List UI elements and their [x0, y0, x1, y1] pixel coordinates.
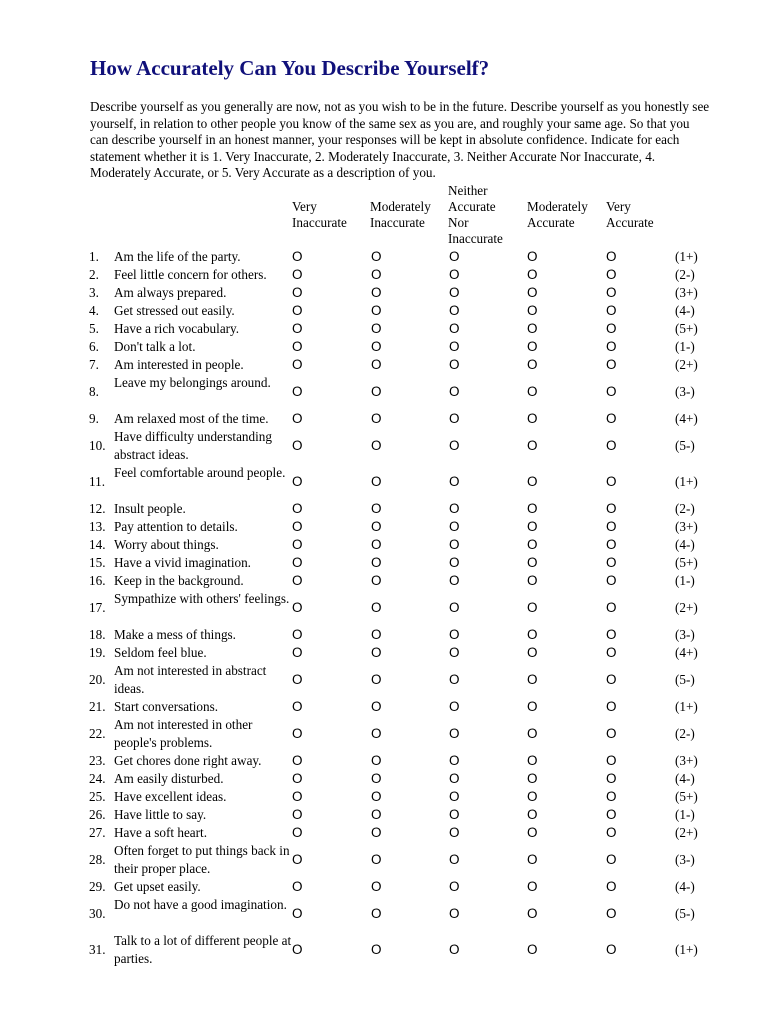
response-option-5[interactable]: O — [606, 852, 617, 867]
response-option-5[interactable]: O — [606, 357, 617, 372]
response-option-2[interactable]: O — [371, 267, 382, 282]
item-row — [0, 788, 768, 806]
response-option-2[interactable]: O — [371, 771, 382, 786]
item-statement: Have little to say. — [114, 807, 207, 822]
response-option-4[interactable]: O — [527, 771, 538, 786]
response-option-3[interactable]: O — [449, 906, 460, 921]
scoring-key: (3-) — [675, 627, 695, 642]
response-option-4[interactable]: O — [527, 726, 538, 741]
response-option-5[interactable]: O — [606, 303, 617, 318]
response-option-5[interactable]: O — [606, 321, 617, 336]
item-statement: Am always prepared. — [114, 285, 227, 300]
response-option-2[interactable]: O — [371, 285, 382, 300]
item-statement: Insult people. — [114, 501, 186, 516]
response-option-1[interactable]: O — [292, 789, 303, 804]
column-header — [606, 199, 654, 231]
response-option-2[interactable]: O — [371, 807, 382, 822]
response-option-2[interactable]: O — [371, 519, 382, 534]
response-option-1[interactable]: O — [292, 753, 303, 768]
response-option-2[interactable]: O — [371, 852, 382, 867]
response-option-3[interactable]: O — [449, 627, 460, 642]
response-option-4[interactable]: O — [527, 303, 538, 318]
item-number: 12. — [89, 501, 106, 516]
item-number: 25. — [89, 789, 106, 804]
column-header-line: Nor — [448, 215, 469, 230]
item-number: 14. — [89, 537, 106, 552]
item-statement: Talk to a lot of different people at parties. — [114, 933, 292, 966]
item-row — [0, 410, 768, 428]
response-option-4[interactable]: O — [527, 384, 538, 399]
item-number: 19. — [89, 645, 106, 660]
item-row — [0, 536, 768, 554]
response-option-5[interactable]: O — [606, 879, 617, 894]
scoring-key: (4-) — [675, 879, 695, 894]
column-header-line: Accurate — [527, 215, 575, 230]
item-row — [0, 590, 768, 626]
item-row — [0, 320, 768, 338]
column-header — [292, 199, 347, 231]
response-option-4[interactable]: O — [527, 645, 538, 660]
item-statement: Keep in the background. — [114, 573, 244, 588]
response-option-3[interactable]: O — [449, 411, 460, 426]
scoring-key: (1+) — [675, 699, 698, 714]
response-option-5[interactable]: O — [606, 555, 617, 570]
response-option-5[interactable]: O — [606, 438, 617, 453]
response-option-3[interactable]: O — [449, 438, 460, 453]
scoring-key: (5-) — [675, 906, 695, 921]
item-row — [0, 824, 768, 842]
column-header-line: Very — [292, 199, 317, 214]
response-option-3[interactable]: O — [449, 852, 460, 867]
item-number: 3. — [89, 285, 99, 300]
response-option-5[interactable]: O — [606, 771, 617, 786]
response-option-3[interactable]: O — [449, 303, 460, 318]
response-option-5[interactable]: O — [606, 384, 617, 399]
item-statement: Have excellent ideas. — [114, 789, 227, 804]
item-number: 5. — [89, 321, 99, 336]
column-header-line: Moderately — [527, 199, 588, 214]
response-option-2[interactable]: O — [371, 537, 382, 552]
response-option-5[interactable]: O — [606, 474, 617, 489]
item-row — [0, 428, 768, 464]
item-statement: Leave my belongings around. — [114, 375, 271, 390]
item-statement: Sympathize with others' feelings. — [114, 591, 290, 606]
response-option-4[interactable]: O — [527, 573, 538, 588]
scoring-key: (1+) — [675, 249, 698, 264]
response-option-2[interactable]: O — [371, 438, 382, 453]
response-option-3[interactable]: O — [449, 879, 460, 894]
item-statement: Make a mess of things. — [114, 627, 236, 642]
item-number: 28. — [89, 852, 106, 867]
item-row — [0, 896, 768, 932]
response-option-4[interactable]: O — [527, 519, 538, 534]
item-statement: Start conversations. — [114, 699, 219, 714]
item-statement: Do not have a good imagination. — [114, 897, 287, 912]
instructions: Describe yourself as you generally are now, not as you wish to be in the future. Describe yourself as you honestly see yourself, in relation to other people you know of the same sex as you are, and roughly your same age. So that you can describe yourself in an honest manner, your responses will be kept in absolute confidence. Indicate for each statement whether it is 1. Very Inaccurate, 2. Moderately Inaccurate, 3. Neither Accurate Nor Inaccurate, 4. Moderately Accurate, or 5. Very Accurate as a description of you. — [90, 99, 710, 181]
response-option-4[interactable]: O — [527, 807, 538, 822]
item-number: 15. — [89, 555, 106, 570]
response-option-2[interactable]: O — [371, 699, 382, 714]
column-header-line: Accurate — [448, 199, 496, 214]
item-row — [0, 806, 768, 824]
column-header-line: Inaccurate — [292, 215, 347, 230]
item-number: 21. — [89, 699, 106, 714]
response-option-5[interactable]: O — [606, 942, 617, 957]
response-option-5[interactable]: O — [606, 906, 617, 921]
response-option-2[interactable]: O — [371, 555, 382, 570]
response-option-2[interactable]: O — [371, 384, 382, 399]
item-row — [0, 626, 768, 644]
column-header-line: Inaccurate — [448, 231, 503, 246]
response-option-3[interactable]: O — [449, 699, 460, 714]
response-option-1[interactable]: O — [292, 942, 303, 957]
item-row — [0, 842, 768, 878]
item-statement: Seldom feel blue. — [114, 645, 207, 660]
response-option-1[interactable]: O — [292, 321, 303, 336]
scoring-key: (3-) — [675, 384, 695, 399]
item-number: 26. — [89, 807, 106, 822]
response-option-5[interactable]: O — [606, 807, 617, 822]
response-option-4[interactable]: O — [527, 339, 538, 354]
item-row — [0, 662, 768, 698]
response-option-3[interactable]: O — [449, 726, 460, 741]
response-option-3[interactable]: O — [449, 537, 460, 552]
response-option-1[interactable]: O — [292, 474, 303, 489]
response-option-1[interactable]: O — [292, 438, 303, 453]
scoring-key: (3+) — [675, 753, 698, 768]
response-option-3[interactable]: O — [449, 474, 460, 489]
item-number: 20. — [89, 672, 106, 687]
item-statement: Am not interested in abstract ideas. — [114, 663, 267, 696]
response-option-5[interactable]: O — [606, 537, 617, 552]
item-number: 2. — [89, 267, 99, 282]
scoring-key: (4+) — [675, 645, 698, 660]
item-number: 16. — [89, 573, 106, 588]
scoring-key: (2-) — [675, 726, 695, 741]
item-row — [0, 752, 768, 770]
scoring-key: (4-) — [675, 303, 695, 318]
scoring-key: (4-) — [675, 537, 695, 552]
response-option-1[interactable]: O — [292, 726, 303, 741]
response-option-2[interactable]: O — [371, 672, 382, 687]
response-option-3[interactable]: O — [449, 807, 460, 822]
response-option-3[interactable]: O — [449, 339, 460, 354]
item-statement: Often forget to put things back in their proper place. — [114, 843, 290, 876]
response-option-3[interactable]: O — [449, 267, 460, 282]
response-option-1[interactable]: O — [292, 771, 303, 786]
response-option-1[interactable]: O — [292, 267, 303, 282]
response-option-1[interactable]: O — [292, 825, 303, 840]
response-option-4[interactable]: O — [527, 501, 538, 516]
item-row — [0, 554, 768, 572]
response-option-2[interactable]: O — [371, 501, 382, 516]
response-option-4[interactable]: O — [527, 699, 538, 714]
response-option-4[interactable]: O — [527, 474, 538, 489]
response-option-5[interactable]: O — [606, 789, 617, 804]
column-header — [448, 183, 503, 247]
column-header-line: Moderately — [370, 199, 431, 214]
item-statement: Am easily disturbed. — [114, 771, 224, 786]
response-option-3[interactable]: O — [449, 357, 460, 372]
response-option-4[interactable]: O — [527, 852, 538, 867]
scoring-key: (2-) — [675, 267, 695, 282]
response-option-5[interactable]: O — [606, 600, 617, 615]
response-option-2[interactable]: O — [371, 600, 382, 615]
response-option-3[interactable]: O — [449, 789, 460, 804]
item-row — [0, 284, 768, 302]
response-option-1[interactable]: O — [292, 285, 303, 300]
scoring-key: (5+) — [675, 555, 698, 570]
response-option-3[interactable]: O — [449, 519, 460, 534]
item-row — [0, 518, 768, 536]
item-row — [0, 302, 768, 320]
response-option-2[interactable]: O — [371, 753, 382, 768]
response-option-5[interactable]: O — [606, 285, 617, 300]
item-statement: Get upset easily. — [114, 879, 201, 894]
response-option-1[interactable]: O — [292, 672, 303, 687]
response-option-5[interactable]: O — [606, 411, 617, 426]
item-row — [0, 644, 768, 662]
item-number: 17. — [89, 600, 106, 615]
response-option-1[interactable]: O — [292, 384, 303, 399]
item-number: 13. — [89, 519, 106, 534]
response-option-2[interactable]: O — [371, 726, 382, 741]
item-number: 29. — [89, 879, 106, 894]
response-option-1[interactable]: O — [292, 879, 303, 894]
response-option-2[interactable]: O — [371, 789, 382, 804]
scoring-key: (2+) — [675, 357, 698, 372]
item-number: 4. — [89, 303, 99, 318]
item-number: 8. — [89, 384, 99, 399]
item-number: 22. — [89, 726, 106, 741]
scoring-key: (2-) — [675, 501, 695, 516]
response-option-1[interactable]: O — [292, 501, 303, 516]
response-option-3[interactable]: O — [449, 501, 460, 516]
response-option-4[interactable]: O — [527, 906, 538, 921]
item-row — [0, 248, 768, 266]
item-statement: Get chores done right away. — [114, 753, 262, 768]
item-row — [0, 374, 768, 410]
response-option-4[interactable]: O — [527, 789, 538, 804]
column-header-line: Inaccurate — [370, 215, 425, 230]
response-option-1[interactable]: O — [292, 339, 303, 354]
response-option-1[interactable]: O — [292, 303, 303, 318]
item-number: 27. — [89, 825, 106, 840]
item-statement: Don't talk a lot. — [114, 339, 196, 354]
response-option-1[interactable]: O — [292, 249, 303, 264]
response-option-5[interactable]: O — [606, 249, 617, 264]
scoring-key: (2+) — [675, 600, 698, 615]
response-option-3[interactable]: O — [449, 321, 460, 336]
response-option-1[interactable]: O — [292, 699, 303, 714]
scoring-key: (1+) — [675, 474, 698, 489]
item-number: 23. — [89, 753, 106, 768]
item-row — [0, 572, 768, 590]
item-statement: Get stressed out easily. — [114, 303, 235, 318]
response-option-5[interactable]: O — [606, 672, 617, 687]
response-option-3[interactable]: O — [449, 942, 460, 957]
scoring-key: (1-) — [675, 339, 695, 354]
response-option-2[interactable]: O — [371, 627, 382, 642]
response-option-2[interactable]: O — [371, 303, 382, 318]
response-option-1[interactable]: O — [292, 906, 303, 921]
item-row — [0, 356, 768, 374]
scoring-key: (3+) — [675, 285, 698, 300]
item-number: 1. — [89, 249, 99, 264]
item-statement: Feel comfortable around people. — [114, 465, 286, 480]
response-option-1[interactable]: O — [292, 411, 303, 426]
response-option-1[interactable]: O — [292, 537, 303, 552]
response-option-1[interactable]: O — [292, 519, 303, 534]
item-statement: Am not interested in other people's problems. — [114, 717, 253, 750]
item-statement: Worry about things. — [114, 537, 219, 552]
response-option-4[interactable]: O — [527, 627, 538, 642]
item-statement: Feel little concern for others. — [114, 267, 267, 282]
response-option-2[interactable]: O — [371, 249, 382, 264]
response-option-2[interactable]: O — [371, 339, 382, 354]
scoring-key: (3-) — [675, 852, 695, 867]
response-option-5[interactable]: O — [606, 753, 617, 768]
response-option-1[interactable]: O — [292, 600, 303, 615]
response-option-4[interactable]: O — [527, 672, 538, 687]
response-option-5[interactable]: O — [606, 519, 617, 534]
response-option-5[interactable]: O — [606, 627, 617, 642]
response-option-4[interactable]: O — [527, 942, 538, 957]
item-number: 24. — [89, 771, 106, 786]
response-option-4[interactable]: O — [527, 267, 538, 282]
response-option-3[interactable]: O — [449, 771, 460, 786]
scoring-key: (3+) — [675, 519, 698, 534]
response-option-1[interactable]: O — [292, 627, 303, 642]
response-option-2[interactable]: O — [371, 411, 382, 426]
response-option-2[interactable]: O — [371, 321, 382, 336]
response-option-3[interactable]: O — [449, 825, 460, 840]
response-option-3[interactable]: O — [449, 672, 460, 687]
scoring-key: (1+) — [675, 942, 698, 957]
response-option-4[interactable]: O — [527, 249, 538, 264]
response-option-5[interactable]: O — [606, 645, 617, 660]
column-header-line: Neither — [448, 183, 488, 198]
item-row — [0, 770, 768, 788]
response-option-5[interactable]: O — [606, 573, 617, 588]
column-header-line: Accurate — [606, 215, 654, 230]
item-statement: Have a soft heart. — [114, 825, 208, 840]
response-option-5[interactable]: O — [606, 825, 617, 840]
response-option-1[interactable]: O — [292, 357, 303, 372]
scoring-key: (5+) — [675, 789, 698, 804]
item-number: 7. — [89, 357, 99, 372]
response-option-5[interactable]: O — [606, 699, 617, 714]
response-option-1[interactable]: O — [292, 807, 303, 822]
item-number: 31. — [89, 942, 106, 957]
response-option-4[interactable]: O — [527, 555, 538, 570]
item-statement: Am interested in people. — [114, 357, 244, 372]
item-number: 6. — [89, 339, 99, 354]
item-number: 9. — [89, 411, 99, 426]
scoring-key: (5-) — [675, 672, 695, 687]
column-header — [370, 199, 431, 231]
item-row — [0, 266, 768, 284]
response-option-2[interactable]: O — [371, 573, 382, 588]
response-option-3[interactable]: O — [449, 249, 460, 264]
item-statement: Have difficulty understanding abstract ideas. — [114, 429, 272, 462]
item-row — [0, 338, 768, 356]
response-option-4[interactable]: O — [527, 438, 538, 453]
response-option-4[interactable]: O — [527, 600, 538, 615]
item-number: 11. — [89, 474, 105, 489]
item-row — [0, 716, 768, 752]
scoring-key: (1-) — [675, 807, 695, 822]
item-number: 18. — [89, 627, 106, 642]
response-option-2[interactable]: O — [371, 906, 382, 921]
response-option-4[interactable]: O — [527, 879, 538, 894]
response-option-1[interactable]: O — [292, 852, 303, 867]
response-option-1[interactable]: O — [292, 573, 303, 588]
response-option-3[interactable]: O — [449, 600, 460, 615]
item-row — [0, 464, 768, 500]
scoring-key: (2+) — [675, 825, 698, 840]
response-option-3[interactable]: O — [449, 573, 460, 588]
scoring-key: (1-) — [675, 573, 695, 588]
item-row — [0, 500, 768, 518]
item-statement: Am the life of the party. — [114, 249, 241, 264]
page-title: How Accurately Can You Describe Yourself? — [90, 56, 490, 80]
response-option-5[interactable]: O — [606, 267, 617, 282]
column-header — [527, 199, 588, 231]
item-row — [0, 878, 768, 896]
item-number: 30. — [89, 906, 106, 921]
column-header-line: Very — [606, 199, 631, 214]
response-option-3[interactable]: O — [449, 285, 460, 300]
response-option-3[interactable]: O — [449, 645, 460, 660]
response-option-3[interactable]: O — [449, 384, 460, 399]
item-row — [0, 932, 768, 968]
response-option-4[interactable]: O — [527, 825, 538, 840]
response-option-3[interactable]: O — [449, 753, 460, 768]
item-statement: Have a rich vocabulary. — [114, 321, 240, 336]
response-option-4[interactable]: O — [527, 321, 538, 336]
scoring-key: (5+) — [675, 321, 698, 336]
response-option-1[interactable]: O — [292, 555, 303, 570]
response-option-2[interactable]: O — [371, 942, 382, 957]
response-option-4[interactable]: O — [527, 411, 538, 426]
item-statement: Have a vivid imagination. — [114, 555, 251, 570]
response-option-4[interactable]: O — [527, 537, 538, 552]
response-option-2[interactable]: O — [371, 474, 382, 489]
item-row — [0, 698, 768, 716]
response-option-3[interactable]: O — [449, 555, 460, 570]
response-option-5[interactable]: O — [606, 501, 617, 516]
scoring-key: (4-) — [675, 771, 695, 786]
response-option-2[interactable]: O — [371, 645, 382, 660]
response-option-5[interactable]: O — [606, 339, 617, 354]
response-option-2[interactable]: O — [371, 879, 382, 894]
response-option-1[interactable]: O — [292, 645, 303, 660]
scoring-key: (4+) — [675, 411, 698, 426]
response-option-2[interactable]: O — [371, 357, 382, 372]
response-option-5[interactable]: O — [606, 726, 617, 741]
scoring-key: (5-) — [675, 438, 695, 453]
response-option-4[interactable]: O — [527, 285, 538, 300]
item-statement: Am relaxed most of the time. — [114, 411, 269, 426]
response-option-4[interactable]: O — [527, 357, 538, 372]
response-option-2[interactable]: O — [371, 825, 382, 840]
item-number: 10. — [89, 438, 106, 453]
response-option-4[interactable]: O — [527, 753, 538, 768]
item-statement: Pay attention to details. — [114, 519, 238, 534]
